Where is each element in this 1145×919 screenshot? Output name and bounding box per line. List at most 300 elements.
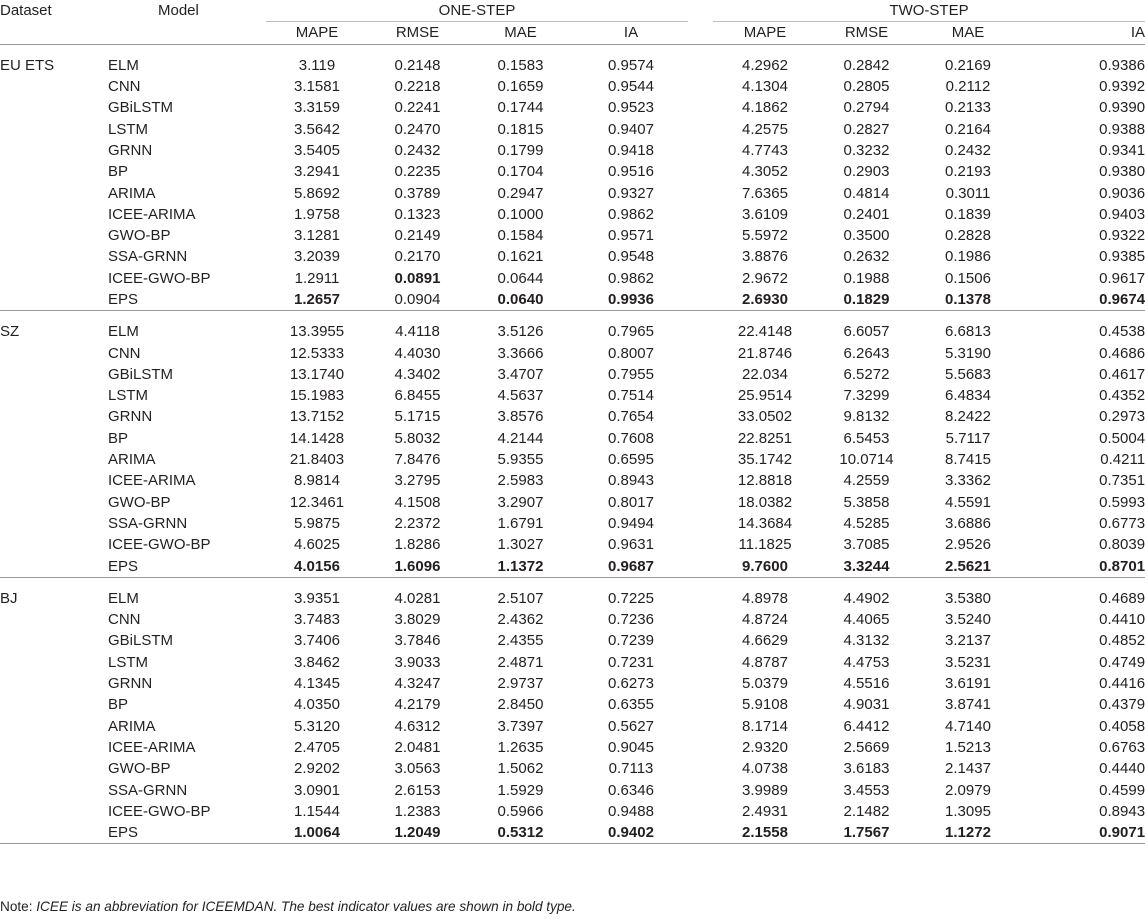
metric-value: 3.3666 (497, 344, 544, 362)
column-gap (688, 609, 713, 630)
metric-value: 3.8029 (394, 611, 441, 629)
metric-value: 2.9526 (945, 536, 991, 554)
metric-value: 33.0502 (737, 408, 793, 426)
metric-value: 1.7567 (843, 824, 890, 842)
metric-value: 4.8787 (742, 653, 788, 671)
metric-value: 0.9045 (608, 738, 654, 756)
table-row (0, 55, 1145, 76)
metric-value: 4.4118 (395, 323, 440, 341)
metric-value: 4.8724 (742, 611, 788, 629)
model-name: LSTM (108, 653, 149, 671)
model-name: GWO-BP (108, 493, 171, 511)
dataset-cell (0, 492, 108, 513)
metric-value: 2.0481 (394, 738, 441, 756)
metric-value: 15.1983 (289, 387, 345, 405)
metric-value: 25.9514 (737, 387, 793, 405)
metric-value: 0.1506 (945, 269, 991, 287)
metric-value: 2.8450 (497, 696, 544, 714)
metric-value: 1.1272 (945, 824, 991, 842)
metric-value: 4.5591 (945, 493, 991, 511)
metric-value: 0.4749 (1099, 653, 1145, 671)
metric-value: 0.2947 (497, 184, 544, 202)
column-gap (688, 364, 713, 385)
model-name: CNN (108, 611, 141, 629)
metric-value: 0.1704 (497, 163, 544, 181)
metric-value: 0.9687 (608, 557, 654, 575)
metric-value: 0.9392 (1099, 78, 1145, 96)
metric-value: 0.2148 (394, 56, 441, 74)
model-name: BP (108, 429, 129, 447)
metric-value: 0.3011 (945, 184, 991, 202)
column-gap (688, 630, 713, 651)
metric-value: 0.9631 (608, 536, 654, 554)
metric-value: 0.2973 (1099, 408, 1145, 426)
metric-value: 0.1799 (497, 141, 544, 159)
metric-value: 21.8746 (737, 344, 793, 362)
metric-value: 0.0904 (394, 291, 441, 308)
table-row (0, 268, 1145, 289)
metric-value: 3.8576 (497, 408, 544, 426)
metric-value: 0.1988 (843, 269, 890, 287)
table-note (0, 899, 576, 914)
table-row (0, 779, 1145, 800)
column-gap (688, 758, 713, 779)
metric-value: 2.5983 (497, 472, 544, 490)
metric-value: 4.9031 (843, 696, 890, 714)
table-row (0, 182, 1145, 203)
metric-value: 2.5669 (843, 738, 890, 756)
table-row (0, 673, 1145, 694)
metric-value: 6.8455 (394, 387, 441, 405)
metric-value: 0.6595 (608, 451, 654, 469)
metric-value: 0.9862 (608, 269, 654, 287)
dataset-cell (0, 428, 108, 449)
dataset-cell (0, 204, 108, 225)
metric-value: 4.2559 (843, 472, 890, 490)
metric-value: 0.9936 (608, 291, 654, 308)
metric-value: 12.8818 (737, 472, 793, 490)
metric-value: 0.2805 (843, 78, 890, 96)
metric-value: 3.1281 (294, 227, 340, 245)
column-gap (688, 268, 713, 289)
column-gap (688, 449, 713, 470)
metric-value: 0.2432 (394, 141, 441, 159)
metric-value: 0.4538 (1099, 323, 1145, 341)
metric-value: 0.6763 (1099, 738, 1145, 756)
column-gap (688, 97, 713, 118)
metric-value: 0.1986 (945, 248, 991, 266)
metric-value: 0.2112 (945, 78, 991, 96)
model-name: ICEE-GWO-BP (108, 536, 211, 554)
metric-value: 12.5333 (289, 344, 345, 362)
dataset-cell (0, 801, 108, 822)
metric-value: 0.1584 (497, 227, 544, 245)
column-gap (688, 225, 713, 246)
metric-value: 0.7351 (1099, 472, 1145, 490)
metric-value: 0.5966 (497, 802, 544, 820)
column-gap (688, 534, 713, 555)
metric-value: 2.1482 (843, 802, 890, 820)
column-gap (688, 694, 713, 715)
metric-value: 1.2635 (497, 738, 544, 756)
metric-value: 3.3362 (945, 472, 991, 490)
metric-value: 4.2144 (497, 429, 544, 447)
metric-value: 0.9071 (1099, 824, 1145, 842)
metric-value: 3.5240 (945, 611, 991, 629)
metric-value: 4.3132 (843, 632, 890, 650)
metric-value: 2.4705 (294, 738, 340, 756)
metric-value: 0.2842 (843, 56, 890, 74)
metric-value: 3.4553 (843, 781, 890, 799)
metric-value: 0.3232 (843, 141, 890, 159)
metric-value: 1.1544 (294, 802, 340, 820)
dataset-cell (0, 779, 108, 800)
metric-value: 0.1659 (497, 78, 544, 96)
dataset-cell (0, 342, 108, 363)
metric-value: 3.2941 (294, 163, 340, 181)
dataset-cell (0, 630, 108, 651)
metric-value: 0.4352 (1099, 387, 1145, 405)
dataset-separator (0, 44, 1145, 55)
metric-value: 0.9327 (608, 184, 654, 202)
metric-value: 0.4852 (1099, 632, 1145, 650)
metric-value: 2.9737 (497, 675, 544, 693)
metric-value: 3.5380 (945, 589, 991, 607)
metric-value: 0.9674 (1099, 291, 1145, 308)
metric-value: 3.0563 (394, 760, 441, 778)
metric-value: 0.8039 (1099, 536, 1145, 554)
metric-value: 0.9386 (1099, 56, 1145, 74)
metric-value: 4.8978 (742, 589, 788, 607)
metric-value: 3.5405 (294, 141, 340, 159)
table-row (0, 97, 1145, 118)
column-gap (688, 555, 713, 577)
metric-value: 1.2383 (394, 802, 441, 820)
metric-value: 18.0382 (737, 493, 793, 511)
metric-value: 3.7483 (294, 611, 340, 629)
metric-value: 21.8403 (289, 451, 345, 469)
model-name: EPS (108, 557, 139, 575)
metric-value: 5.0379 (742, 675, 788, 693)
model-name: ICEE-GWO-BP (108, 802, 211, 820)
metric-value: 0.9516 (608, 163, 654, 181)
metric-value: 5.8032 (394, 429, 441, 447)
table-row (0, 758, 1145, 779)
metric-value: 0.0640 (497, 291, 544, 308)
metric-value: 3.2907 (497, 493, 544, 511)
metric-value: 7.8476 (394, 451, 441, 469)
metric-value: 10.0714 (839, 451, 894, 469)
metric-value: 0.9402 (608, 824, 654, 842)
metric-value: 0.9403 (1099, 205, 1145, 223)
model-name: GRNN (108, 141, 153, 159)
metric-value: 0.4689 (1099, 589, 1145, 607)
metric-value: 6.4412 (843, 717, 890, 735)
dataset-cell (0, 534, 108, 555)
metric-value: 4.3247 (394, 675, 441, 693)
dataset-separator (0, 577, 1145, 588)
dataset-cell (0, 246, 108, 267)
metric-value: 3.9989 (742, 781, 788, 799)
table-row (0, 534, 1145, 555)
metric-value: 4.4030 (394, 344, 441, 362)
metric-value: 3.8741 (945, 696, 991, 714)
table-row (0, 289, 1145, 311)
metric-value: 0.7654 (608, 408, 654, 426)
metric-value: 2.4931 (742, 802, 788, 820)
column-gap (688, 289, 713, 311)
metric-value: 0.2828 (945, 227, 991, 245)
metric-value: 0.7514 (608, 387, 654, 405)
dataset-cell (0, 140, 108, 161)
metric-value: 0.4599 (1099, 781, 1145, 799)
metric-header-mape: MAPE (295, 24, 339, 42)
metric-value: 2.4871 (497, 653, 544, 671)
metric-value: 0.2149 (394, 227, 441, 245)
dataset-cell (0, 652, 108, 673)
column-gap (688, 652, 713, 673)
metric-value: 5.3858 (843, 493, 890, 511)
metric-value: 2.9320 (742, 738, 788, 756)
metric-value: 3.5126 (497, 323, 544, 341)
dataset-separator (0, 311, 1145, 322)
metric-value: 3.0901 (294, 781, 340, 799)
metric-value: 4.1304 (742, 78, 788, 96)
metric-value: 2.6930 (742, 291, 788, 308)
metric-value: 2.1437 (945, 760, 991, 778)
metric-value: 0.9544 (608, 78, 654, 96)
dataset-name: EU ETS (0, 56, 55, 74)
dataset-cell (0, 673, 108, 694)
table-row (0, 470, 1145, 491)
table-row (0, 652, 1145, 673)
column-gap (688, 204, 713, 225)
dataset-cell (0, 449, 108, 470)
table-row (0, 342, 1145, 363)
metric-value: 4.4753 (843, 653, 890, 671)
model-name: EPS (108, 291, 139, 308)
metric-value: 0.2401 (843, 205, 890, 223)
model-name: GRNN (108, 675, 153, 693)
metric-value: 1.9758 (294, 205, 340, 223)
table-row (0, 555, 1145, 577)
metric-value: 0.4410 (1099, 611, 1145, 629)
column-gap (688, 588, 713, 609)
metric-value: 4.7140 (945, 717, 991, 735)
metric-value: 2.5621 (945, 557, 991, 575)
model-name: EPS (108, 824, 139, 842)
metric-value: 0.6346 (608, 781, 654, 799)
metric-value: 0.2193 (945, 163, 991, 181)
metric-value: 4.1345 (294, 675, 340, 693)
table-row (0, 161, 1145, 182)
metric-header-ia: IA (1130, 24, 1145, 42)
metric-value: 6.6057 (843, 323, 890, 341)
dataset-cell (0, 406, 108, 427)
dataset-cell (0, 822, 108, 844)
dataset-cell (0, 118, 108, 139)
metric-value: 13.7152 (289, 408, 345, 426)
table-row (0, 406, 1145, 427)
dataset-cell (0, 555, 108, 577)
metric-value: 4.5637 (497, 387, 544, 405)
metric-value: 13.3955 (289, 323, 345, 341)
metric-value: 3.2039 (294, 248, 340, 266)
metric-value: 0.7608 (608, 429, 654, 447)
metric-value: 8.2422 (945, 408, 991, 426)
metric-value: 0.9862 (608, 205, 654, 223)
model-name: ICEE-ARIMA (108, 738, 196, 756)
metric-value: 0.8943 (1099, 802, 1145, 820)
metric-value: 0.5627 (608, 717, 654, 735)
column-gap (688, 385, 713, 406)
model-name: SSA-GRNN (108, 248, 188, 266)
metric-value: 0.2794 (843, 99, 890, 117)
table-row (0, 513, 1145, 534)
metric-value: 0.4211 (1100, 451, 1145, 469)
table-row (0, 364, 1145, 385)
metric-value: 2.9672 (742, 269, 788, 287)
column-gap (688, 470, 713, 491)
metric-value: 4.2575 (742, 120, 788, 138)
model-name: ICEE-ARIMA (108, 472, 196, 490)
metric-value: 22.8251 (737, 429, 793, 447)
metric-value: 0.9418 (608, 141, 654, 159)
metric-value: 4.4902 (843, 589, 890, 607)
metric-value: 4.6629 (742, 632, 788, 650)
table-row (0, 428, 1145, 449)
table-row (0, 321, 1145, 342)
model-name: LSTM (108, 387, 149, 405)
column-gap (688, 428, 713, 449)
metric-value: 8.1714 (742, 717, 788, 735)
metric-value: 0.2235 (394, 163, 441, 181)
dataset-cell (0, 737, 108, 758)
dataset-header: Dataset (0, 2, 52, 19)
metric-value: 0.3500 (843, 227, 890, 245)
metric-value: 3.2795 (394, 472, 441, 490)
metric-value: 1.8286 (394, 536, 441, 554)
model-name: GBiLSTM (108, 365, 174, 383)
model-name: ICEE-ARIMA (108, 205, 196, 223)
metric-value: 4.1862 (742, 99, 788, 117)
metric-value: 3.119 (298, 56, 336, 74)
metric-value: 4.0350 (294, 696, 340, 714)
model-name: CNN (108, 78, 141, 96)
model-name: ARIMA (108, 717, 156, 735)
metric-value: 0.2169 (945, 56, 991, 74)
column-gap (688, 673, 713, 694)
dataset-cell (0, 758, 108, 779)
metric-value: 6.5272 (843, 365, 890, 383)
metric-value: 0.1000 (497, 205, 544, 223)
metric-value: 0.3789 (394, 184, 441, 202)
column-gap (688, 182, 713, 203)
metric-value: 0.9488 (608, 802, 654, 820)
column-gap (688, 779, 713, 800)
column-gap (688, 716, 713, 737)
table-row (0, 385, 1145, 406)
metric-value: 3.3159 (294, 99, 340, 117)
model-name: GWO-BP (108, 227, 171, 245)
metric-value: 3.3244 (843, 557, 890, 575)
metric-value: 0.9523 (608, 99, 654, 117)
metric-value: 3.5231 (945, 653, 991, 671)
table-row (0, 801, 1145, 822)
metric-value: 0.9617 (1099, 269, 1145, 287)
metric-value: 2.4362 (497, 611, 544, 629)
metric-value: 0.7239 (608, 632, 654, 650)
dataset-cell (0, 182, 108, 203)
metric-value: 0.7965 (608, 323, 654, 341)
metric-value: 0.1323 (394, 205, 441, 223)
metric-value: 0.1744 (497, 99, 544, 117)
metric-value: 5.9875 (294, 514, 340, 532)
dataset-cell (0, 97, 108, 118)
metric-value: 0.8007 (608, 344, 654, 362)
metric-value: 4.2179 (394, 696, 441, 714)
metric-value: 5.3190 (945, 344, 991, 362)
dataset-cell (0, 268, 108, 289)
table-row (0, 76, 1145, 97)
metric-value: 0.6355 (608, 696, 654, 714)
metric-value: 3.5642 (294, 120, 340, 138)
metric-value: 0.1583 (497, 56, 544, 74)
metric-value: 0.1815 (497, 120, 544, 138)
metric-value: 4.1508 (394, 493, 441, 511)
model-name: ARIMA (108, 184, 156, 202)
metric-value: 4.5285 (843, 514, 890, 532)
metric-value: 0.2470 (394, 120, 441, 138)
table-row (0, 609, 1145, 630)
table-row (0, 694, 1145, 715)
metric-value: 4.0281 (394, 589, 441, 607)
metric-value: 2.9202 (294, 760, 340, 778)
metric-value: 0.9390 (1099, 99, 1145, 117)
model-name: ELM (108, 323, 139, 341)
metric-value: 0.0644 (497, 269, 544, 287)
metric-value: 5.8692 (294, 184, 340, 202)
metric-value: 0.8701 (1099, 557, 1145, 575)
table-body (0, 44, 1145, 844)
metric-value: 6.6813 (945, 323, 991, 341)
metric-value: 0.9571 (608, 227, 654, 245)
model-name: SSA-GRNN (108, 514, 188, 532)
metric-value: 3.6109 (742, 205, 788, 223)
metric-value: 0.2218 (394, 78, 441, 96)
metric-value: 3.1581 (294, 78, 340, 96)
metric-value: 2.5107 (497, 589, 544, 607)
model-name: GWO-BP (108, 760, 171, 778)
note-text: ICEE is an abbreviation for ICEEMDAN. The best indicator values are shown in bold type. (36, 899, 576, 914)
metric-value: 3.7846 (394, 632, 441, 650)
column-gap (688, 737, 713, 758)
dataset-cell (0, 76, 108, 97)
metric-value: 0.9574 (608, 56, 654, 74)
metric-value: 0.9380 (1099, 163, 1145, 181)
metric-value: 4.3402 (394, 365, 441, 383)
metric-value: 1.2049 (394, 824, 441, 842)
header-row-groups (0, 0, 1145, 22)
metric-value: 0.2827 (843, 120, 890, 138)
model-name: BP (108, 696, 129, 714)
metric-value: 5.9108 (742, 696, 788, 714)
metric-value: 3.7406 (294, 632, 340, 650)
dataset-cell (0, 225, 108, 246)
metric-value: 4.6312 (394, 717, 441, 735)
header-row-metrics (0, 22, 1145, 44)
metric-value: 0.2170 (394, 248, 441, 266)
